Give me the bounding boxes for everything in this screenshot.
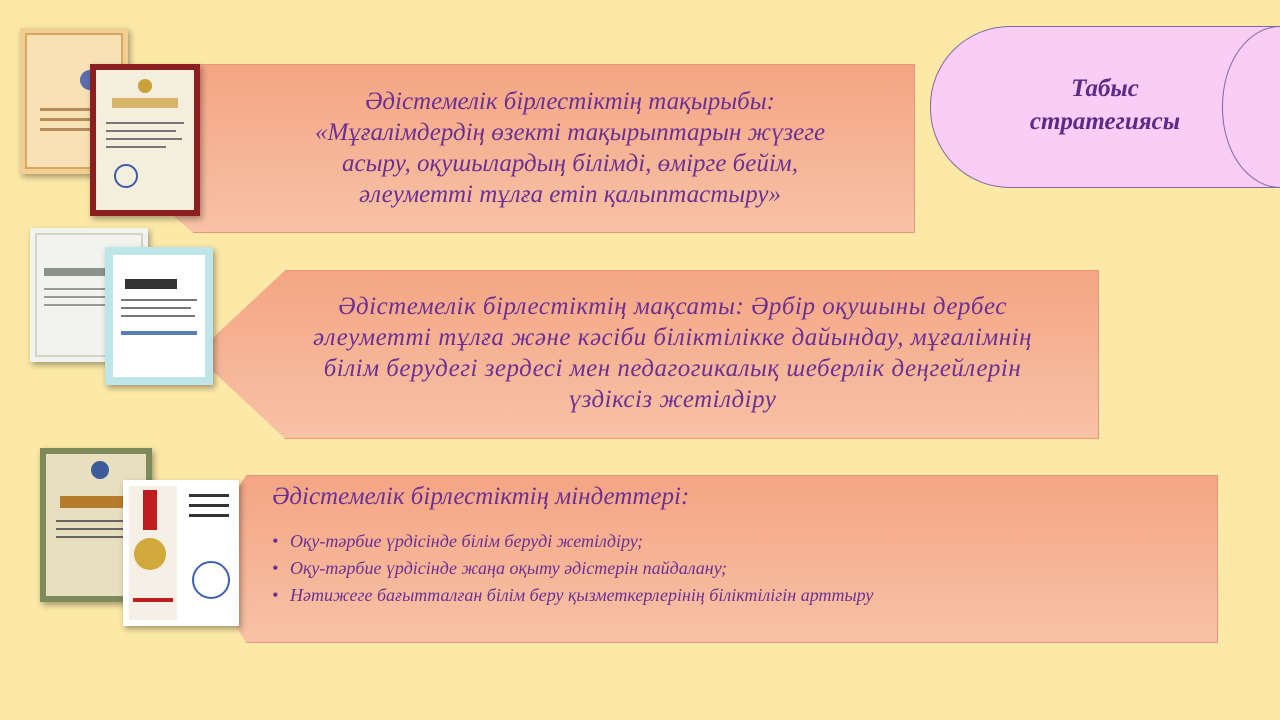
list-item — [272, 582, 873, 609]
certificate-image — [105, 247, 213, 385]
goal-line: Әдістемелік бірлестіктің мақсаты: Әрбір оқушыны дербес — [338, 293, 1007, 320]
certificate-image — [90, 64, 200, 216]
certificate-image — [123, 480, 239, 626]
task-text: Оқу-тәрбие үрдісінде жаңа оқыту әдістерін пайдалану; — [290, 558, 728, 578]
topic-line: әлеуметті тұлға етіп қалыптастыру» — [359, 181, 781, 208]
scroll-title-line: стратегиясы — [1029, 108, 1181, 135]
task-text: Нәтижеге бағытталған білім беру қызметкерлерінің біліктілігін арттыру — [290, 585, 874, 605]
tasks-heading: Әдістемелік бірлестіктің міндеттері: — [272, 483, 690, 510]
scroll-title-line: Табыс — [1071, 75, 1139, 102]
goal-line: әлеуметті тұлға және кәсіби біліктілікке дайындау, мұғалімнің — [312, 324, 1033, 351]
bullet-icon: • — [272, 558, 279, 578]
bullet-icon: • — [272, 585, 279, 605]
tasks-list — [272, 528, 873, 609]
goal-line: білім берудегі зердесі мен педагогикалық шеберлік деңгейлерін — [323, 355, 1022, 382]
topic-text — [230, 86, 910, 210]
bullet-icon: • — [272, 531, 279, 551]
topic-line: асыру, оқушылардың білімді, өмірге бейім, — [342, 150, 798, 177]
scroll-title — [990, 72, 1220, 138]
certificate-image — [105, 247, 213, 385]
certificate-image — [123, 480, 239, 626]
goal-line: үздіксіз жетілдіру — [568, 386, 777, 413]
list-item — [272, 555, 873, 582]
certificate-image — [90, 64, 200, 216]
list-item — [272, 528, 873, 555]
topic-line: «Мұғалімдердің өзекті тақырыптарын жүзеге — [314, 119, 826, 146]
task-text: Оқу-тәрбие үрдісінде білім беруді жетілдіру; — [290, 531, 644, 551]
goal-text — [255, 291, 1090, 415]
topic-line: Әдістемелік бірлестіктің тақырыбы: — [364, 88, 776, 115]
